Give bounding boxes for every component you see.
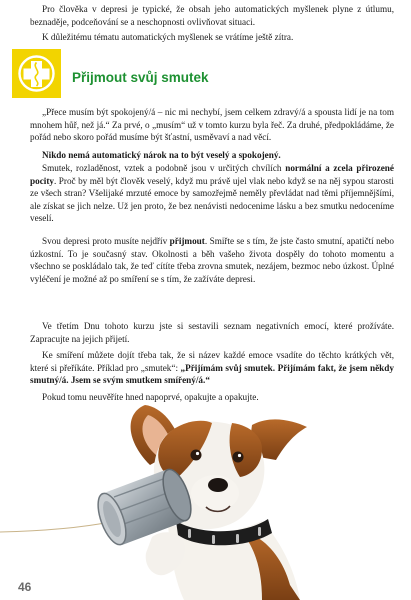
- body-paragraph: „Přece musím být spokojený/á – nic mi nechybí, jsem celkem zdravý/á a spousta lidí je na tom mnohem hůř, než já.“ Za prvé, o „musím“ už v tomto kurzu byla řeč. Za druhé, předpokládáme, že pořád nebo skoro pořád musíme být šťastní, usměvaví a nad věcí.: [30, 107, 394, 143]
- key-statement: Nikdo nemá automatický nárok na to být veselý a spokojený.: [42, 150, 281, 160]
- page-number: 46: [18, 580, 32, 594]
- body-paragraph: [30, 235, 394, 285]
- text-run: Ke smíření můžete dojít třeba tak, že si název každé emoce vsadíte do těchto krátkých vět, které si přeříkáte. Příklad pro „smutek“:: [30, 350, 394, 373]
- text-run: Smutek, rozladěnost, vztek a podobně jsou v určitých chvílích: [42, 163, 286, 173]
- body-paragraph: Ve třetím Dnu tohoto kurzu jste si sestavili seznam negativních emocí, které prožíváte. Zapracujte na jejich přijetí.: [30, 321, 394, 344]
- text-run: Svou depresi proto musíte nejdřív: [42, 236, 170, 246]
- section-title: Přijmout svůj smutek: [72, 70, 209, 85]
- intro-paragraph: Pro člověka v depresi je typické, že obsah jeho automatických myšlenek plyne z útlumu, beznaděje, podceňování se a neschopnosti ovlivňovat situaci.: [30, 4, 394, 27]
- dog-with-tin-can-phone-icon: [0, 385, 411, 600]
- body-paragraph: [30, 349, 394, 387]
- emphasis: „Přijímám svůj smutek. Přijímám fakt, že jsem někdy smutný/á. Jsem se svým smutkem smířený/á.“: [30, 362, 394, 386]
- text-run: . Proč by měl být člověk veselý, když mu právě ujel vlak nebo když se na něj sypou starosti ze všech stran? Všelijaké mrzuté emoce by samozřejmě neměly převládat nad těmi příjemnějšími, ale získat se jich nelze. Už jen proto, že bez nenávisti nedocenime lásku a bez smutku nedoceníme veselí.: [30, 175, 394, 224]
- text-run: . Smiřte se s tím, že jste často smutní, apatičtí nebo úzkostní. To je současný stav. Okolnosti a běh vašeho života dospěly do tohoto momentu a všechno se poskládalo tak, že teď cítíte třeba zrovna smutek, nezájem, bezmoc nebo úzkost. Úplné vyléčení je možné až po smíření se s tím, že zažíváte depresi.: [30, 236, 394, 284]
- emphasis: přijmout: [169, 236, 205, 246]
- medical-cross-icon: [12, 49, 61, 98]
- intro-paragraph-2: K důležitému tématu automatických myšlenek se vrátíme ještě zítra.: [42, 32, 294, 42]
- emphasis: normální a zcela přirozené pocity: [30, 163, 394, 186]
- body-paragraph: Pokud tomu neuvěříte hned napoprvé, opakujte a opakujte.: [42, 392, 259, 402]
- body-paragraph: [30, 162, 394, 225]
